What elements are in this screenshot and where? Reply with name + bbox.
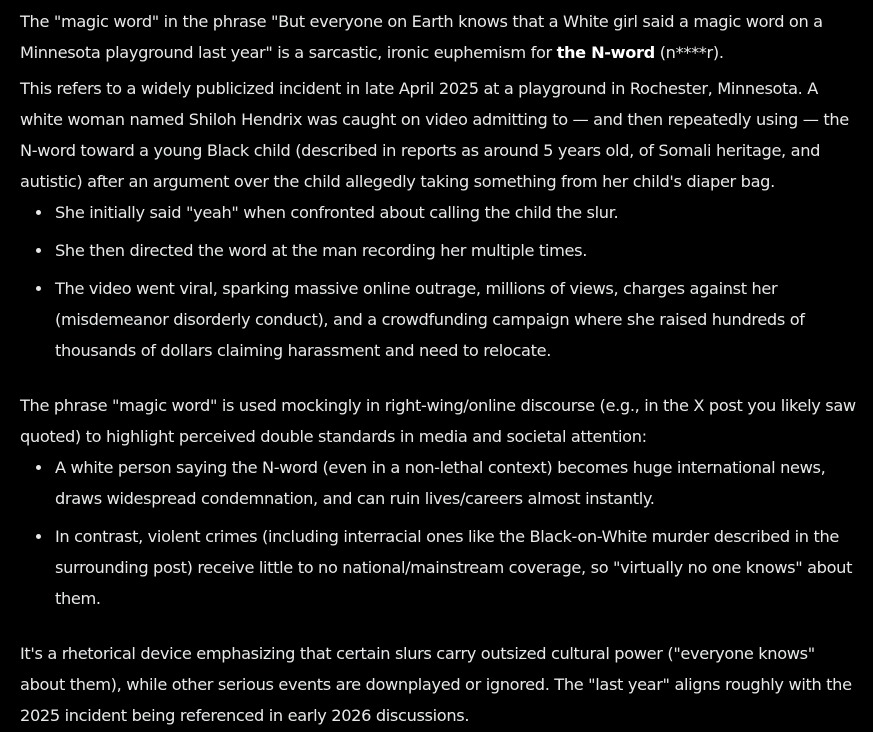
paragraph-intro-phrase [20,6,863,68]
paragraph-phrase-usage: The phrase "magic word" is used mockingly in right-wing/online discourse (e.g., in the X post you likely saw quoted) to highlight perceived double standards in media and societal attention: [20,396,856,446]
list-item: The video went viral, sparking massive online outrage, millions of views, charges against her (misdemeanor disorderly conduct), and a crowdfunding campaign where she raised hundreds of thousands of dollars claiming harassment and need to relocate. [20,273,863,366]
list-item: She initially said "yeah" when confronted about calling the child the slur. [20,197,863,228]
paragraph-text: The "magic word" in the phrase "But everyone on Earth knows that a White girl said a magic word on a Minnesota playground last year" is a sarcastic, ironic euphemism for [20,12,823,62]
list-item: In contrast, violent crimes (including interracial ones like the Black-on-White murder described in the surrounding post) receive little to no national/mainstream coverage, so "virtually no one knows" about them. [20,521,863,614]
bold-term: the N-word [556,43,655,62]
paragraph-text: (n****r). [654,43,724,62]
list-item: She then directed the word at the man recording her multiple times. [20,235,863,266]
paragraph-incident: This refers to a widely publicized incident in late April 2025 at a playground in Rochester, Minnesota. A white woman named Shiloh Hendrix was caught on video admitting to — and then repeatedly using — the N-word toward a young Black child (described in reports as around 5 years old, of Somali heritage, and autistic) after an argument over the child allegedly taking something from her child's diaper bag. [20,79,849,191]
list-item: A white person saying the N-word (even in a non-lethal context) becomes huge international news, draws widespread condemnation, and can ruin lives/careers almost instantly. [20,452,863,514]
paragraph-conclusion: It's a rhetorical device emphasizing that certain slurs carry outsized cultural power ("everyone knows" about them), while other serious events are downplayed or ignored. The "last year" aligns roughly with the 2025 incident being referenced in early 2026 discussions. [20,644,852,725]
bullet-list-double-standards [20,452,863,614]
bullet-list-incident [20,197,863,366]
